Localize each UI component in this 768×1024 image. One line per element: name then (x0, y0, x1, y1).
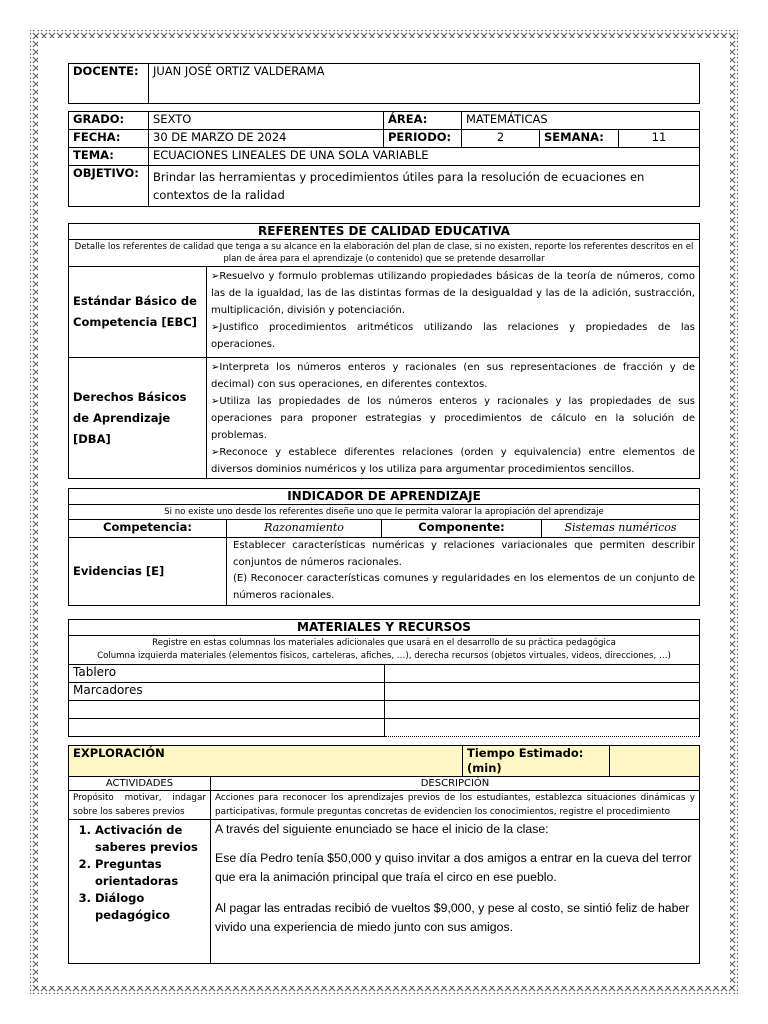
exploracion-title: EXPLORACIÓN (69, 746, 463, 777)
fecha-label: FECHA: (69, 130, 149, 148)
objetivo-label: OBJETIVO: (69, 166, 149, 207)
competencia-value: Razonamiento (227, 520, 382, 538)
grado-label: GRADO: (69, 112, 149, 130)
actividades-label: ACTIVIDADES (69, 777, 211, 791)
dba-item-2: ➢Utiliza las propiedades de los números enteros y racionales y las propiedades de sus operaciones para proponer estrategias y procedimientos de cálculo en la solución de problemas. (211, 396, 695, 441)
docente-table (68, 63, 700, 104)
tiempo-label: Tiempo Estimado: (min) (463, 746, 610, 777)
tema-value: ECUACIONES LINEALES DE UNA SOLA VARIABLE (149, 148, 700, 166)
proposito-text: Propósito motivar, indagar sobre los saberes previos (69, 791, 211, 820)
dba-item-1: ➢Interpreta los números enteros y racionales (en sus representaciones de fracción y de decimal) con sus operaciones, en diferentes contextos. (211, 362, 695, 390)
material-item: Tablero (69, 665, 385, 683)
tiempo-value (610, 746, 700, 777)
story-paragraph-1: Ese día Pedro tenía $50,000 y quiso invitar a dos amigos a entrar en la cueva del terror que era la animación principal que traía el circo en ese pueblo. (215, 851, 692, 884)
story-paragraph-2: Al pagar las entradas recibió de vueltos $9,000, y pese al costo, se sintió feliz de haber vivido una experiencia de miedo junto con sus amigos. (215, 901, 690, 934)
info-table (68, 111, 700, 207)
referentes-title: REFERENTES DE CALIDAD EDUCATIVA (69, 224, 700, 240)
tema-label: TEMA: (69, 148, 149, 166)
recurso-item (385, 665, 700, 683)
material-item: Marcadores (69, 683, 385, 701)
componente-label: Componente: (382, 520, 542, 538)
recurso-item (385, 719, 700, 737)
docente-value: JUAN JOSÉ ORTIZ VALDERAMA (149, 64, 700, 104)
materiales-note-1: Registre en estas columnas los materiales adicionales que usará en el desarrollo de su práctica pedagógica (152, 638, 616, 648)
activity-step: 3. Diálogo pedagógico (95, 890, 206, 924)
evidencia-1: Establecer características numéricas y relaciones variacionales que permiten describir conjuntos de números racionales. (233, 540, 695, 568)
periodo-value: 2 (462, 130, 540, 148)
evidencias-label: Evidencias [E] (69, 538, 227, 606)
activity-step: 1. Activación de saberes previos (95, 822, 206, 856)
indicador-note: Si no existe uno desde los referentes diseñe uno que le permita valorar la apropiación del aprendizaje (69, 505, 700, 520)
material-item (69, 719, 385, 737)
descripcion-label: DESCRIPCIÓN (211, 777, 700, 791)
indicador-table (68, 488, 700, 606)
componente-value: Sistemas numéricos (542, 520, 700, 538)
materiales-table (68, 619, 700, 737)
ebc-item-1: ➢Resuelvo y formulo problemas utilizando propiedades básicas de la teoría de números, como las de la igualdad, las de las distintas formas de la desigualdad y las de la adición, sustracción, multiplicación, división y potenciación. (211, 271, 695, 316)
recurso-item (385, 683, 700, 701)
periodo-label: PERIODO: (384, 130, 462, 148)
fecha-value: 30 DE MARZO DE 2024 (149, 130, 384, 148)
semana-value: 11 (619, 130, 700, 148)
objetivo-value: Brindar las herramientas y procedimientos útiles para la resolución de ecuaciones en contextos de la ralidad (149, 166, 700, 207)
area-value: MATEMÁTICAS (462, 112, 700, 130)
semana-label: SEMANA: (540, 130, 619, 148)
competencia-label: Competencia: (69, 520, 227, 538)
ebc-label: Estándar Básico de Competencia [EBC] (69, 267, 207, 358)
indicador-title: INDICADOR DE APRENDIZAJE (69, 489, 700, 505)
grado-value: SEXTO (149, 112, 384, 130)
activities-list (73, 822, 206, 924)
referentes-note: Detalle los referentes de calidad que tenga a su alcance en la elaboración del plan de clase, si no existen, reporte los referentes descritos en el plan de área para el aprendizaje (o contenido) que se pretende desarrollar (69, 240, 700, 267)
docente-label: DOCENTE: (69, 64, 149, 104)
materiales-note-2: Columna izquierda materiales (elementos físicos, carteleras, afiches, …), derecha recursos (objetos virtuales, videos, direcciones, …) (97, 651, 671, 661)
area-label: ÁREA: (384, 112, 462, 130)
acciones-text: Acciones para reconocer los aprendizajes previos de los estudiantes, establezca situaciones dinámicas y participativas, formule preguntas concretas de evidencien los conocimientos, registre el procedimiento (211, 791, 700, 820)
material-item (69, 701, 385, 719)
dba-label: Derechos Básicos de Aprendizaje [DBA] (69, 358, 207, 479)
ebc-item-2: ➢Justifico procedimientos aritméticos utilizando las relaciones y propiedades de las operaciones. (211, 322, 695, 350)
materiales-title: MATERIALES Y RECURSOS (69, 620, 700, 636)
activity-step: 2. Preguntas orientadoras (95, 856, 206, 890)
dba-item-3: ➢Reconoce y establece diferentes relaciones (orden y equivalencia) entre elementos de diversos dominios numéricos y los utiliza para argumentar procedimientos sencillos. (211, 447, 695, 475)
referentes-table (68, 223, 700, 479)
lesson-plan-page (68, 63, 700, 964)
intro-paragraph: A través del siguiente enunciado se hace el inicio de la clase: (215, 822, 549, 836)
recurso-item (385, 701, 700, 719)
evidencia-2: (E) Reconocer características comunes y regularidades en los elementos de un conjunto de números racionales. (233, 573, 695, 601)
exploracion-table (68, 745, 700, 964)
